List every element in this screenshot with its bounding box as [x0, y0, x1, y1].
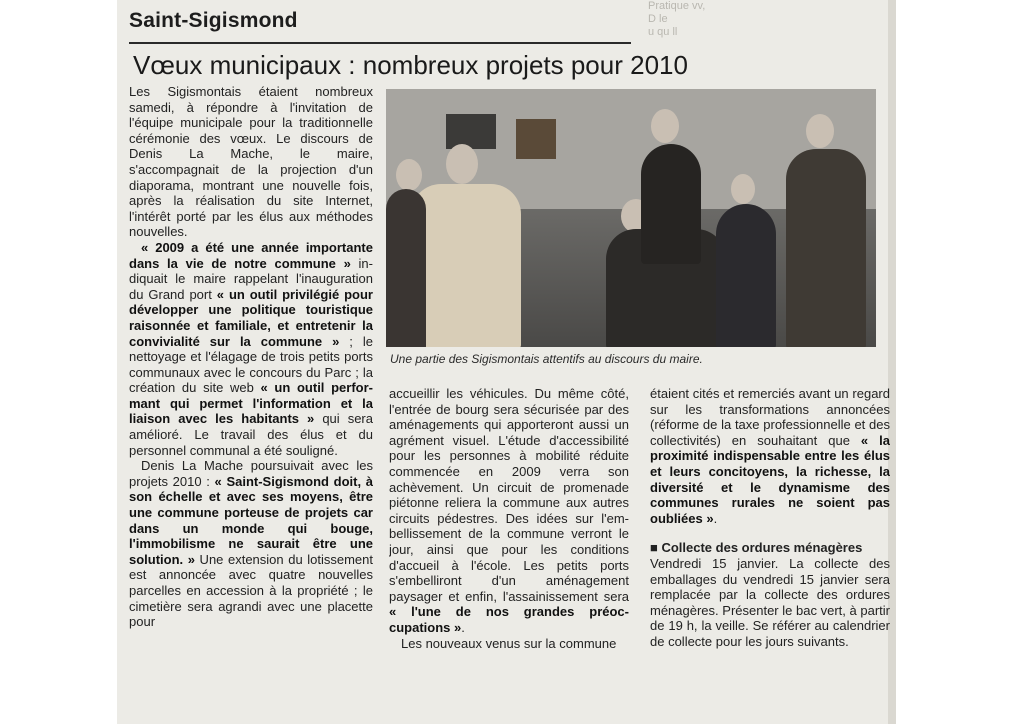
- section-label: Saint-Sigismond: [129, 9, 298, 32]
- photo-person-head: [806, 114, 834, 148]
- photo-board: [446, 114, 496, 149]
- quote: « 2009 a été une année importante dans la vie de notre commune »: [129, 239, 373, 271]
- photo-person-body: [411, 184, 521, 347]
- paragraph: Les nouveaux venus sur la commune: [401, 635, 617, 651]
- photo-person-body: [716, 204, 776, 347]
- photo-person-body: [641, 144, 701, 264]
- section-heading: ■ Collecte des ordures ménagères: [650, 540, 863, 556]
- text-column-1: [129, 84, 373, 720]
- photo-person-head: [446, 144, 478, 184]
- paragraph: Denis La Mache poursuivait avec les projets 2010 : « Saint-Sigismond doit, à son échelle et avec ses moyens, être une commune porteuse de projets car dans un monde qui bouge, l'immobilisme ne saurait être une solution. » Une extension du lotissement est annoncée avec quatre nouvelles parcelles en accession à la propriété ; le cimetière sera agrandi avec une placette pour: [129, 458, 373, 630]
- quote: « Saint-Sigismond doit, à son échelle et avec ses moyens, être une commune porteuse de projets car dans un monde qui bouge, l'immobilisme ne saurait être une solution. »: [129, 473, 373, 567]
- article-headline: Vœux municipaux : nombreux projets pour 2010: [133, 50, 688, 80]
- section-rule: [129, 42, 631, 44]
- bleed-line: Pratique vv,: [648, 0, 706, 12]
- photo-person-body: [386, 189, 426, 347]
- photo-person-body: [786, 149, 866, 347]
- quote: « un outil performant qui permet l'information et la liaison avec les habitants »: [129, 380, 373, 427]
- article-photo: [386, 89, 876, 347]
- paragraph: « 2009 a été une année importante dans la vie de notre commune » indiquait le maire rappelant l'inauguration du Grand port « un outil privilégié pour développer une politique touristique raisonnée et familiale, et entretenir la convivialité sur la commune » ; le nettoyage et l'élagage de trois petits ports communaux avec le concours du Parc ; la création du site web « un outil performant qui permet l'information et la liaison avec les habitants » qui sera amélioré. Le travail des élus et du personnel communal a été souligné.: [129, 239, 373, 458]
- bleed-line: u qu ll: [648, 26, 678, 38]
- quote: « un outil privilégié pour développer une politique touristique raisonnée et familiale, et entretenir la convivialité sur la commune »: [129, 286, 373, 349]
- quote: « l'une de nos grandes préoccupations »: [389, 604, 629, 635]
- photo-caption: Une partie des Sigismontais attentifs au discours du maire.: [390, 352, 703, 366]
- paragraph: étaient cités et remerciés avant un regard sur les transformations annoncées (réforme de la taxe professionnelle et des collectivités) en souhaitant que « la proximité indispensable entre les élus et leurs concitoyens, la richesse, la diversité et le dynamisme des communes rurales ne soient pas oubliées ».: [650, 386, 890, 526]
- quote: « la proximité indispensable entre les élus et leurs concitoyens, la richesse, la diversité et le dynamisme des communes rurales ne soient pas oubliées »: [650, 432, 890, 526]
- photo-person-head: [651, 109, 679, 143]
- photo-person-head: [396, 159, 422, 191]
- paragraph: Vendredi 15 janvier. La collecte des emballages du vendredi 15 janvier sera remplacée par la collecte des ordures ménagères. Présenter le bac vert, à partir de 19 h, la veille. Se référer au calendrier de collecte pour les jours suivants.: [650, 555, 890, 649]
- paragraph: accueillir les véhicules. Du même côté, l'entrée de bourg sera sécurisée par des aménagements qui apporteront aussi un agrément visuel. L'étude d'accessibilité pour les personnes à mobilité réduite commencée en 2009 verra son achèvement. Un circuit de promenade piétonne reliera la commune aux autres circuits pédestres. Des idées sur l'embellissement de la commune verront le jour, ainsi que pour les conditions d'accueil à l'école. Les petits ports s'embelliront d'un aménagement paysager et enfin, l'assainissement sera « l'une de nos grandes préoccupations ».: [389, 386, 629, 635]
- text-column-2: [389, 386, 629, 720]
- photo-board: [516, 119, 556, 159]
- paragraph: Les Sigismontais étaient nombreux samedi, à répondre à l'invitation de l'équipe municipale pour la traditionnelle cérémonie des vœux. Le discours de Denis La Mache, le maire, s'accompagnait de la projection d'un diaporama, montrant une nouvelle fois, après la réalisation du site Internet, l'intérêt porté par les élus aux méthodes nouvelles.: [129, 84, 373, 240]
- text-column-3: [650, 386, 890, 720]
- photo-person-head: [731, 174, 755, 204]
- bleed-line: D le: [648, 13, 668, 25]
